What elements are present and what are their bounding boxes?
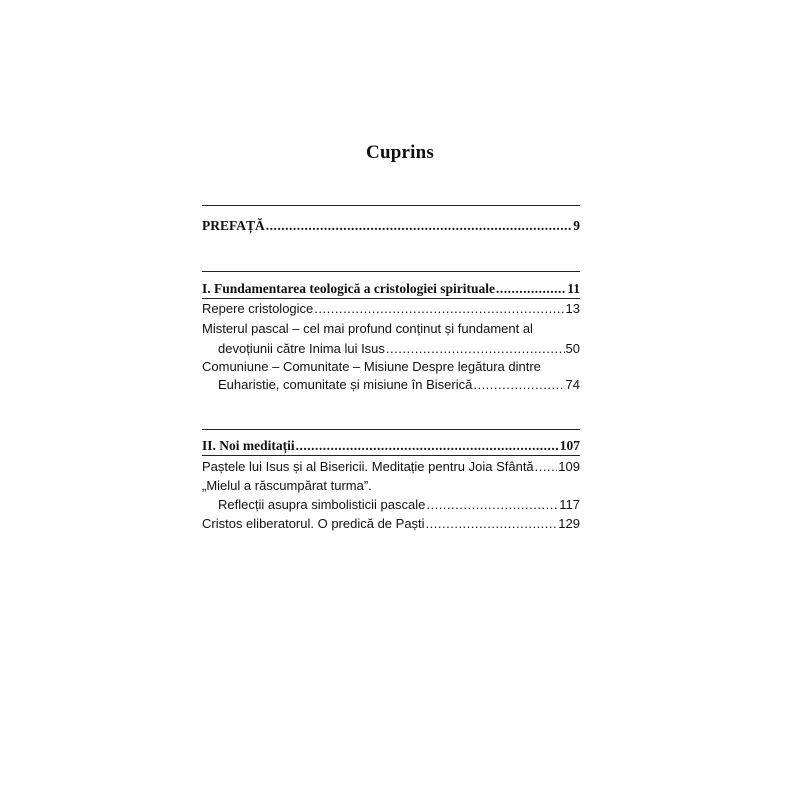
dot-leader — [266, 218, 573, 234]
heading-underline — [202, 298, 580, 299]
dot-leader — [496, 281, 566, 297]
toc-entry[interactable] — [202, 516, 580, 531]
toc-page-number: 11 — [567, 281, 580, 296]
dot-leader — [314, 301, 564, 316]
toc-page-number: 50 — [565, 341, 580, 356]
toc-entry-line: „Mielul a răscumpărat turma”. — [202, 478, 372, 493]
toc-page-number: 107 — [559, 438, 580, 453]
toc-entry[interactable] — [218, 377, 580, 392]
heading-underline — [202, 455, 580, 456]
toc-heading-label: II. Noi meditații — [202, 438, 295, 453]
toc-entry-line: Comuniune – Comunitate – Misiune Despre legătura dintre — [202, 359, 541, 374]
toc-entry[interactable] — [218, 497, 580, 512]
dot-leader — [296, 438, 559, 454]
toc-page-number: 117 — [559, 497, 580, 512]
toc-entry[interactable] — [218, 341, 580, 356]
toc-heading-prefata[interactable] — [202, 218, 580, 234]
toc-entry-line: Misterul pascal – cel mai profund conținut și fundament al — [202, 321, 533, 336]
toc-entry-label: devoțiunii către Inima lui Isus — [218, 341, 385, 356]
toc-heading-label: PREFAȚĂ — [202, 218, 265, 233]
dot-leader — [426, 497, 558, 512]
toc-page-number: 13 — [565, 301, 580, 316]
toc-entry-label: Cristos eliberatorul. O predică de Paști — [202, 516, 425, 531]
dot-leader — [426, 516, 558, 531]
toc-page-number: 74 — [565, 377, 580, 392]
section-divider — [202, 429, 580, 430]
toc-heading-section-1[interactable] — [202, 281, 580, 297]
toc-heading-label: I. Fundamentarea teologică a cristologiei spirituale — [202, 281, 495, 296]
toc-entry-label: Repere cristologice — [202, 301, 314, 316]
section-divider — [202, 271, 580, 272]
toc-page-number: 109 — [558, 459, 580, 474]
toc-entry[interactable] — [202, 459, 580, 474]
toc-heading-section-2[interactable] — [202, 438, 580, 454]
page-title: Cuprins — [366, 142, 434, 163]
dot-leader — [473, 377, 564, 392]
toc-entry-label: Euharistie, comunitate și misiune în Biserică — [218, 377, 473, 392]
toc-entry[interactable] — [202, 301, 580, 316]
toc-page-number: 129 — [558, 516, 580, 531]
toc-page-number: 9 — [573, 218, 580, 233]
dot-leader — [386, 341, 565, 356]
toc-entry-label: Paștele lui Isus și al Bisericii. Meditație pentru Joia Sfântă — [202, 459, 534, 474]
section-divider — [202, 205, 580, 206]
toc-entry-label: Reflecții asupra simbolisticii pascale — [218, 497, 426, 512]
dot-leader — [535, 459, 558, 474]
